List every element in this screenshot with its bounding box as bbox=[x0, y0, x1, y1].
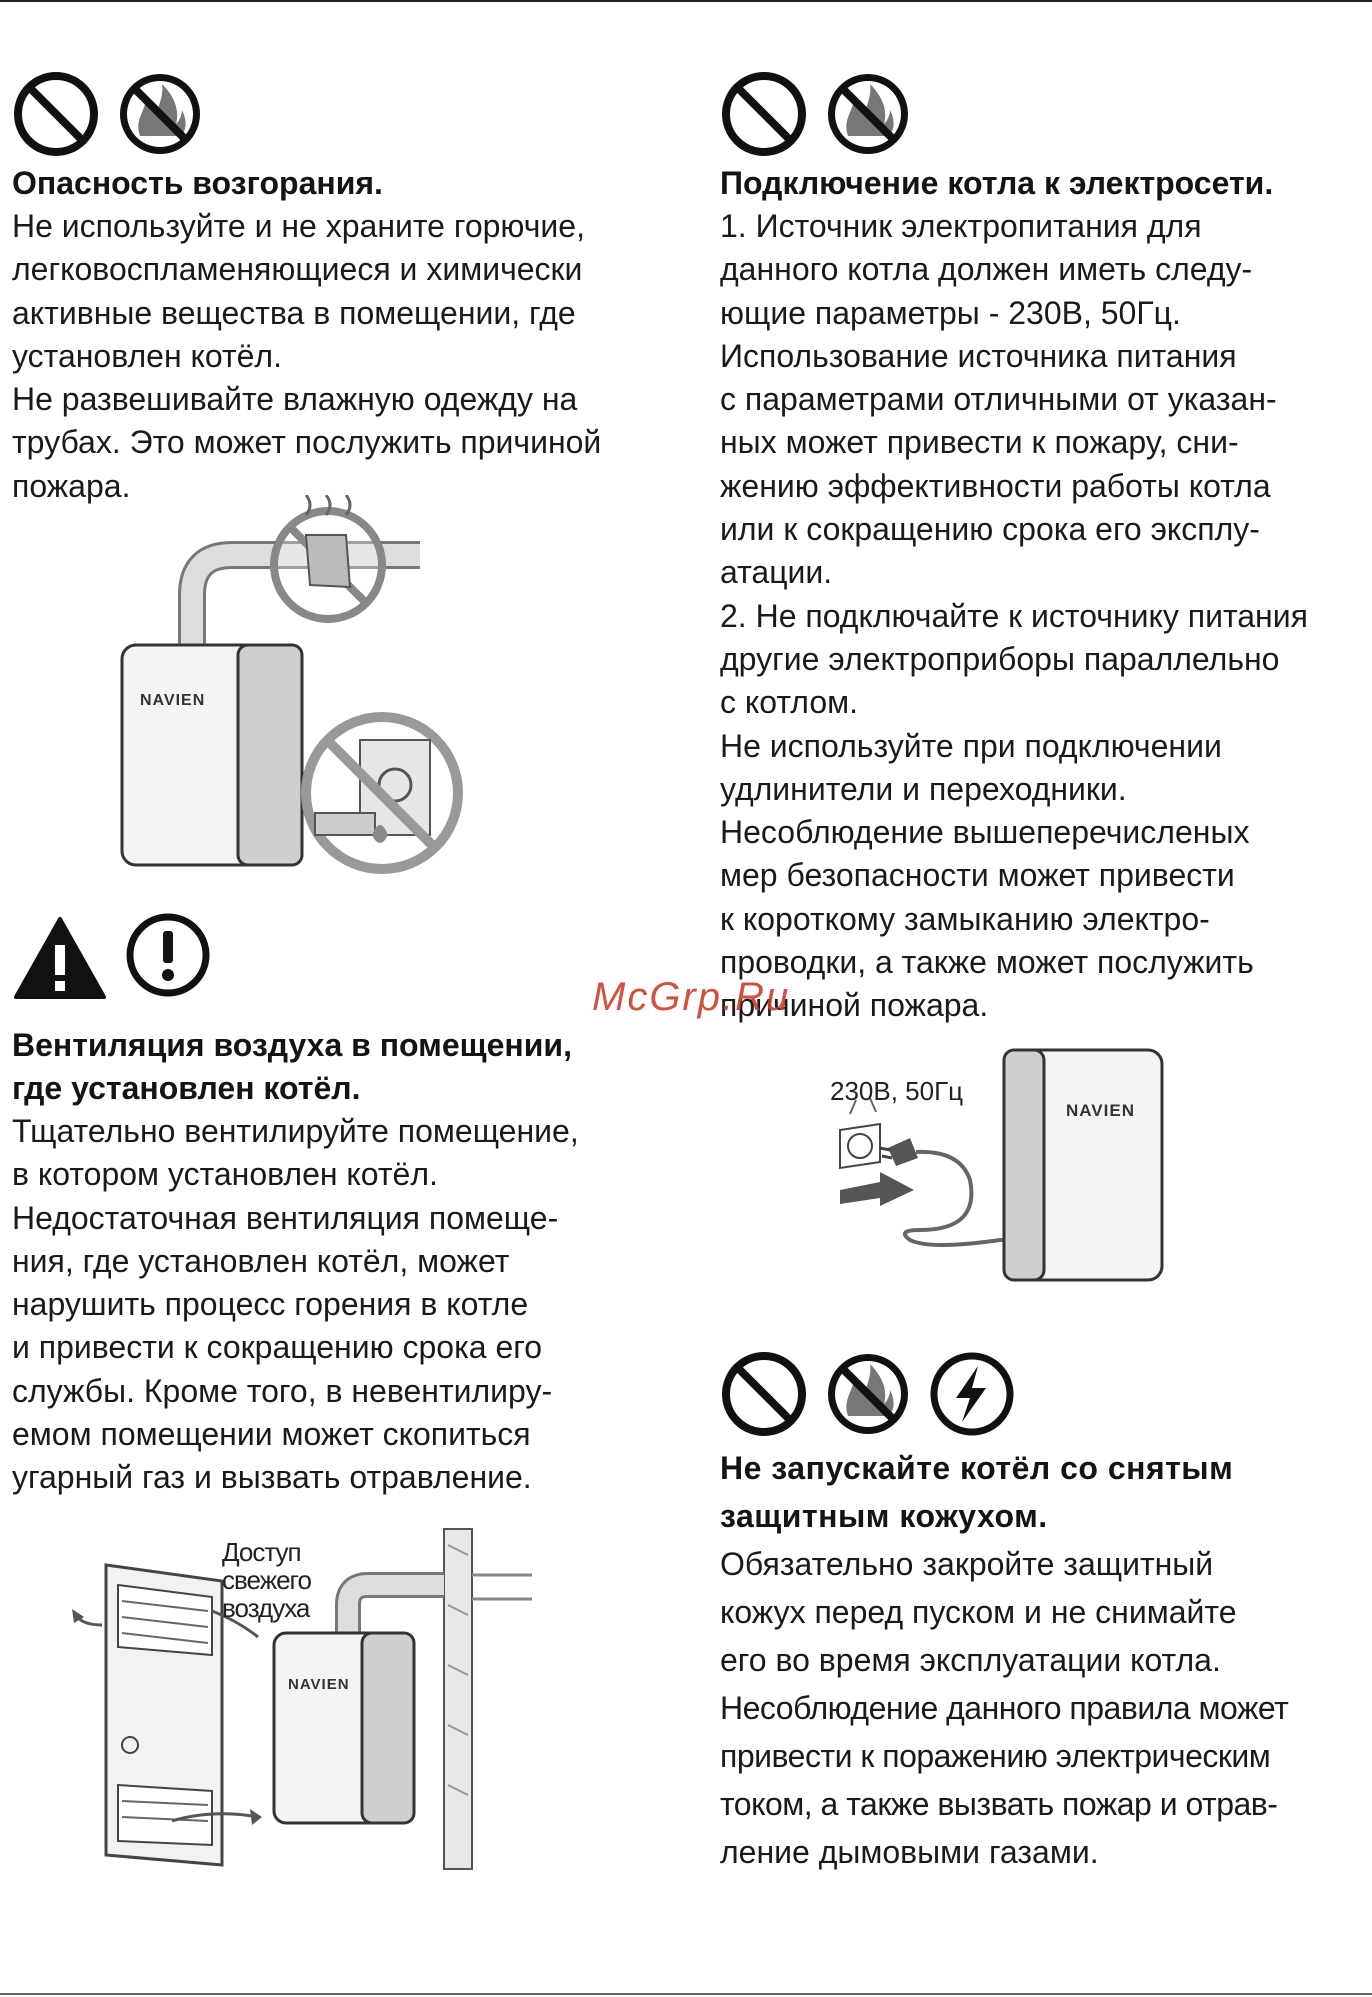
fire-section-icons bbox=[12, 70, 212, 160]
fire-line: установлен котёл. bbox=[12, 337, 282, 374]
vent-line: и привести к сокращению срока его bbox=[12, 1329, 543, 1366]
power-title: Подключение котла к электросети. bbox=[720, 165, 1274, 201]
watermark: McGrp.Ru bbox=[592, 975, 791, 1019]
cover-title-line: Не запускайте котёл со снятым bbox=[720, 1450, 1234, 1486]
power-line: 2. Не подключайте к источнику питания bbox=[720, 597, 1308, 634]
vent-title-line: где установлен котёл. bbox=[12, 1070, 361, 1106]
electric-hazard-icon bbox=[928, 1350, 1016, 1438]
fire-line: легковоспламеняющиеся и химически bbox=[12, 251, 583, 288]
power-line: проводки, а также может послужить bbox=[720, 944, 1254, 981]
no-fire-icon bbox=[824, 1350, 912, 1438]
warning-triangle-icon bbox=[12, 915, 108, 1001]
fresh-air-label-line: Доступ bbox=[222, 1537, 301, 1567]
vent-section bbox=[12, 1024, 612, 1500]
power-line: Несоблюдение вышеперечисленых bbox=[720, 814, 1250, 851]
cover-line: кожух перед пуском и не снимайте bbox=[720, 1594, 1237, 1630]
cover-title-line: защитным кожухом. bbox=[720, 1498, 1048, 1534]
prohibition-icon bbox=[12, 70, 100, 158]
power-line: жению эффективности работы котла bbox=[720, 467, 1271, 504]
boiler-brand-logo: NAVIEN bbox=[1066, 1101, 1135, 1120]
cover-line: привести к поражению электрическим bbox=[720, 1738, 1271, 1774]
vent-line: нарушить процесс горения в котле bbox=[12, 1286, 529, 1323]
vent-line: Недостаточная вентиляция помеще- bbox=[12, 1199, 559, 1236]
fire-line: трубах. Это может послужить причиной bbox=[12, 424, 602, 461]
fire-line: Не развешивайте влажную одежду на bbox=[12, 381, 578, 418]
exclamation-circle-icon bbox=[124, 911, 212, 999]
power-line: 1. Источник электропитания для bbox=[720, 208, 1202, 244]
power-line: с котлом. bbox=[720, 684, 859, 721]
no-fire-icon bbox=[116, 70, 204, 158]
vent-line: службы. Кроме того, в невентилиру- bbox=[12, 1372, 553, 1409]
power-line: с параметрами отличными от указан- bbox=[720, 381, 1277, 418]
power-section bbox=[720, 162, 1335, 1028]
power-line: удлинители и переходники. bbox=[720, 770, 1127, 807]
power-line: Использование источника питания bbox=[720, 337, 1237, 374]
fire-title: Опасность возгорания. bbox=[12, 165, 383, 201]
cover-section-icons bbox=[720, 1350, 1040, 1440]
power-line: ющие параметры - 230В, 50Гц. bbox=[720, 294, 1181, 331]
cover-line: током, а также вызвать пожар и отрав- bbox=[720, 1786, 1278, 1822]
power-line: Не используйте при подключении bbox=[720, 727, 1222, 764]
power-line: причиной пожара. bbox=[720, 987, 989, 1024]
vent-title-line: Вентиляция воздуха в помещении, bbox=[12, 1027, 572, 1063]
prohibition-icon bbox=[720, 70, 808, 158]
vent-line: ния, где установлен котёл, может bbox=[12, 1242, 510, 1279]
boiler-brand-logo: NAVIEN bbox=[288, 1676, 350, 1693]
vent-line: угарный газ и вызвать отравление. bbox=[12, 1459, 532, 1496]
prohibition-icon bbox=[720, 1350, 808, 1438]
cover-line: Обязательно закройте защитный bbox=[720, 1546, 1214, 1582]
fresh-air-label-line: воздуха bbox=[222, 1593, 310, 1623]
fresh-air-label bbox=[222, 1538, 311, 1622]
power-section-icons bbox=[720, 70, 920, 160]
power-line: ных может привести к пожару, сни- bbox=[720, 424, 1239, 461]
fire-section bbox=[12, 162, 612, 508]
cover-line: Несоблюдение данного правила может bbox=[720, 1690, 1289, 1726]
vent-line: емом помещении может скопиться bbox=[12, 1416, 531, 1453]
cover-line: его во время эксплуатации котла. bbox=[720, 1642, 1221, 1678]
fresh-air-label-line: свежего bbox=[222, 1565, 311, 1595]
fire-line: пожара. bbox=[12, 467, 131, 504]
boiler-flammables-illustration bbox=[110, 495, 470, 895]
vent-line: в котором установлен котёл. bbox=[12, 1156, 438, 1193]
bottom-rule bbox=[0, 1993, 1372, 1995]
boiler-brand-logo: NAVIEN bbox=[140, 692, 206, 709]
vent-line: Тщательно вентилируйте помещение, bbox=[12, 1113, 579, 1149]
cover-section bbox=[720, 1444, 1335, 1876]
cover-line: ление дымовыми газами. bbox=[720, 1834, 1099, 1870]
power-line: другие электроприборы параллельно bbox=[720, 640, 1280, 677]
power-line: или к сокращению срока его эксплу- bbox=[720, 511, 1260, 548]
no-fire-icon bbox=[824, 70, 912, 158]
power-line: атации. bbox=[720, 554, 833, 591]
fire-line: активные вещества в помещении, где bbox=[12, 294, 576, 331]
fire-line: Не используйте и не храните горючие, bbox=[12, 208, 585, 244]
power-line: данного котла должен иметь следу- bbox=[720, 251, 1253, 288]
voltage-label: 230В, 50Гц bbox=[830, 1076, 964, 1106]
power-line: мер безопасности может привести bbox=[720, 857, 1235, 894]
vent-section-icons bbox=[12, 915, 212, 1005]
top-rule bbox=[0, 0, 1372, 2]
power-line: к короткому замыканию электро- bbox=[720, 900, 1210, 937]
